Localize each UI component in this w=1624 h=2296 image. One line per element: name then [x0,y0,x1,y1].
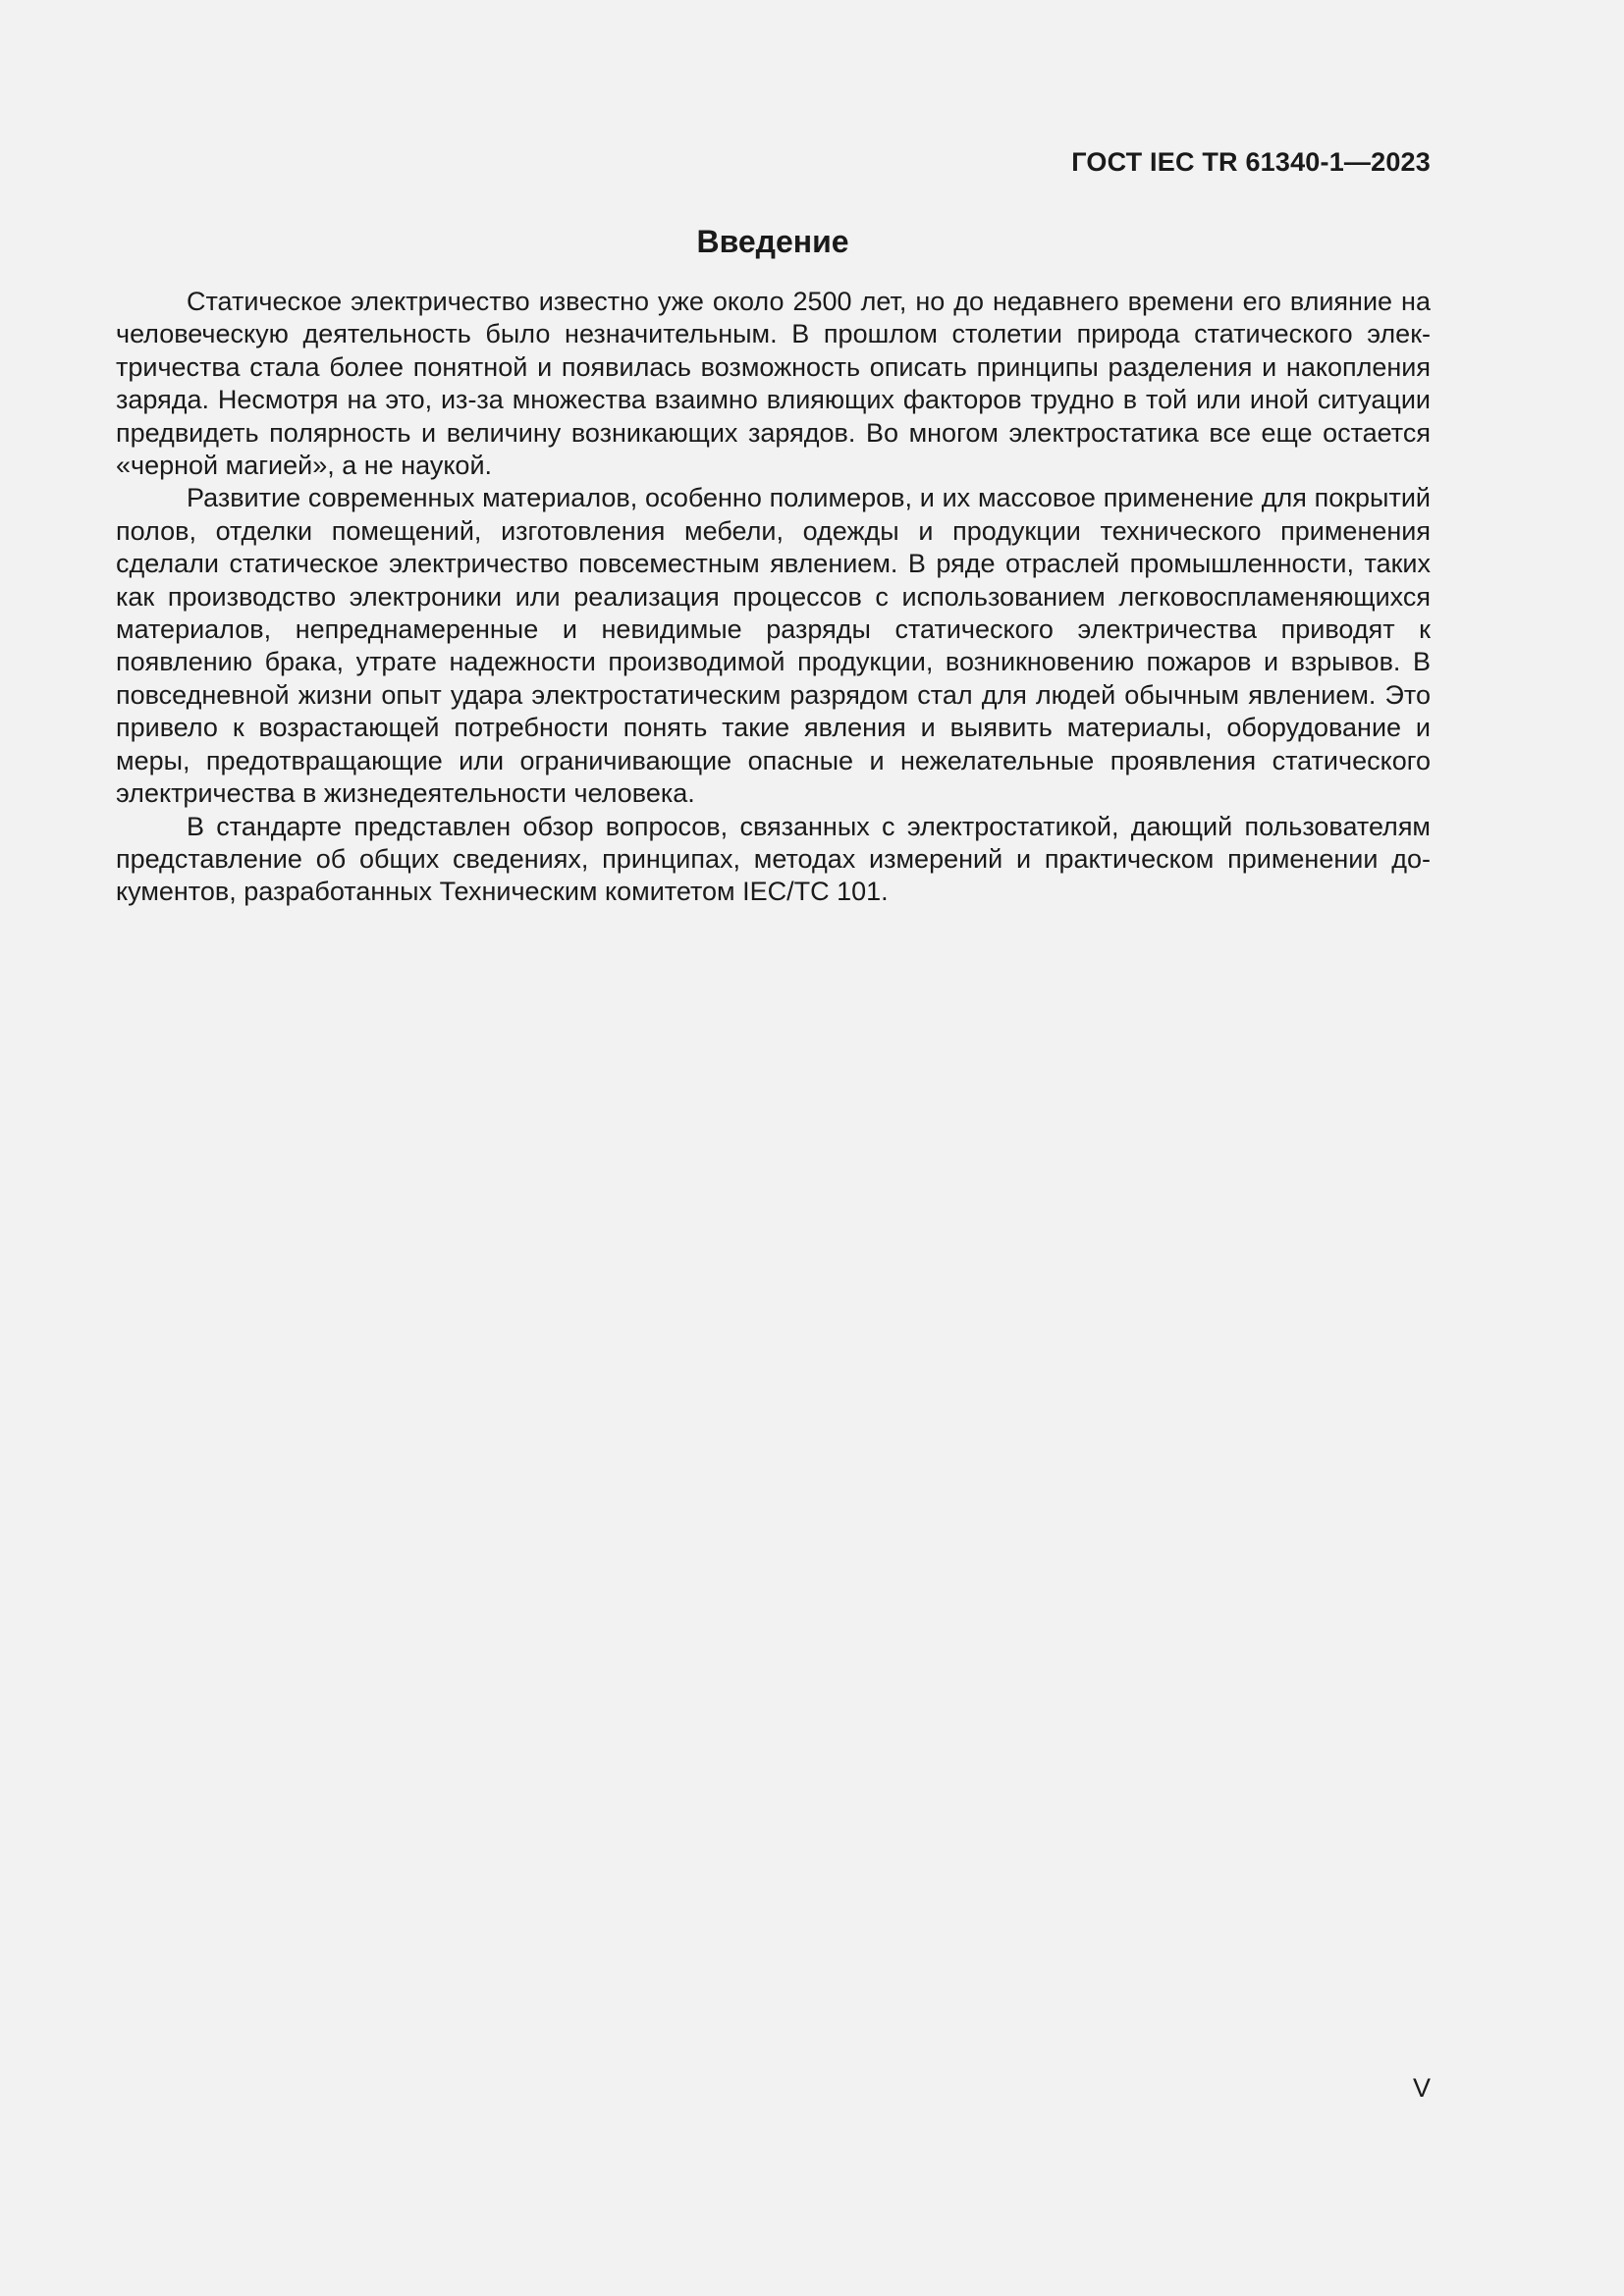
body-text [116,286,1431,909]
paragraph-1: Статическое электричество известно уже около 2500 лет, но до недавнего времени его влияние на человеческую деятельность было незначительным. В прошлом столетии природа статического электричества стала более понятной и появилась возможность описать принципы разделения и накопления заряда. Несмотря на это, из-за множества взаимно влияющих факторов трудно в той или иной ситуации предвидеть полярность и величину возникающих зарядов. Во многом электростатика все еще остается «черной магией», а не наукой. [116,287,1431,481]
paragraph-3: В стандарте представлен обзор вопросов, связанных с электростатикой, дающий пользователям представление об общих сведениях, принципах, методах измерений и практическом применении документов, разработанных Техническим комитетом IEC/TC 101. [116,811,1431,907]
paragraph-2: Развитие современных материалов, особенно полимеров, и их массовое применение для покрытий полов, отделки помещений, изготовления мебели, одежды и продукции технического применения сделали статическое электричество повсеместным явлением. В ряде отраслей промышленности, таких как производство электроники или реализация процессов с использованием легковоспламеняющихся материалов, непреднамеренные и невидимые разряды статического электричества приводят к появлению брака, утрате надежности производимой продукции, возникновению пожаров и взрывов. В повседневной жизни опыт удара электростатическим разрядом стал для людей обычным явлением. Это привело к возрастающей потребности понять такие явления и выявить материалы, оборудование и меры, предотвращающие или ограничивающие опасные и нежелательные проявления статического электричества в жизнедеятельности человека. [116,483,1431,809]
section-title: Введение [696,224,849,259]
page-number: V [1412,2073,1431,2103]
document-code-header: ГОСТ IEC TR 61340-1—2023 [1071,147,1431,177]
